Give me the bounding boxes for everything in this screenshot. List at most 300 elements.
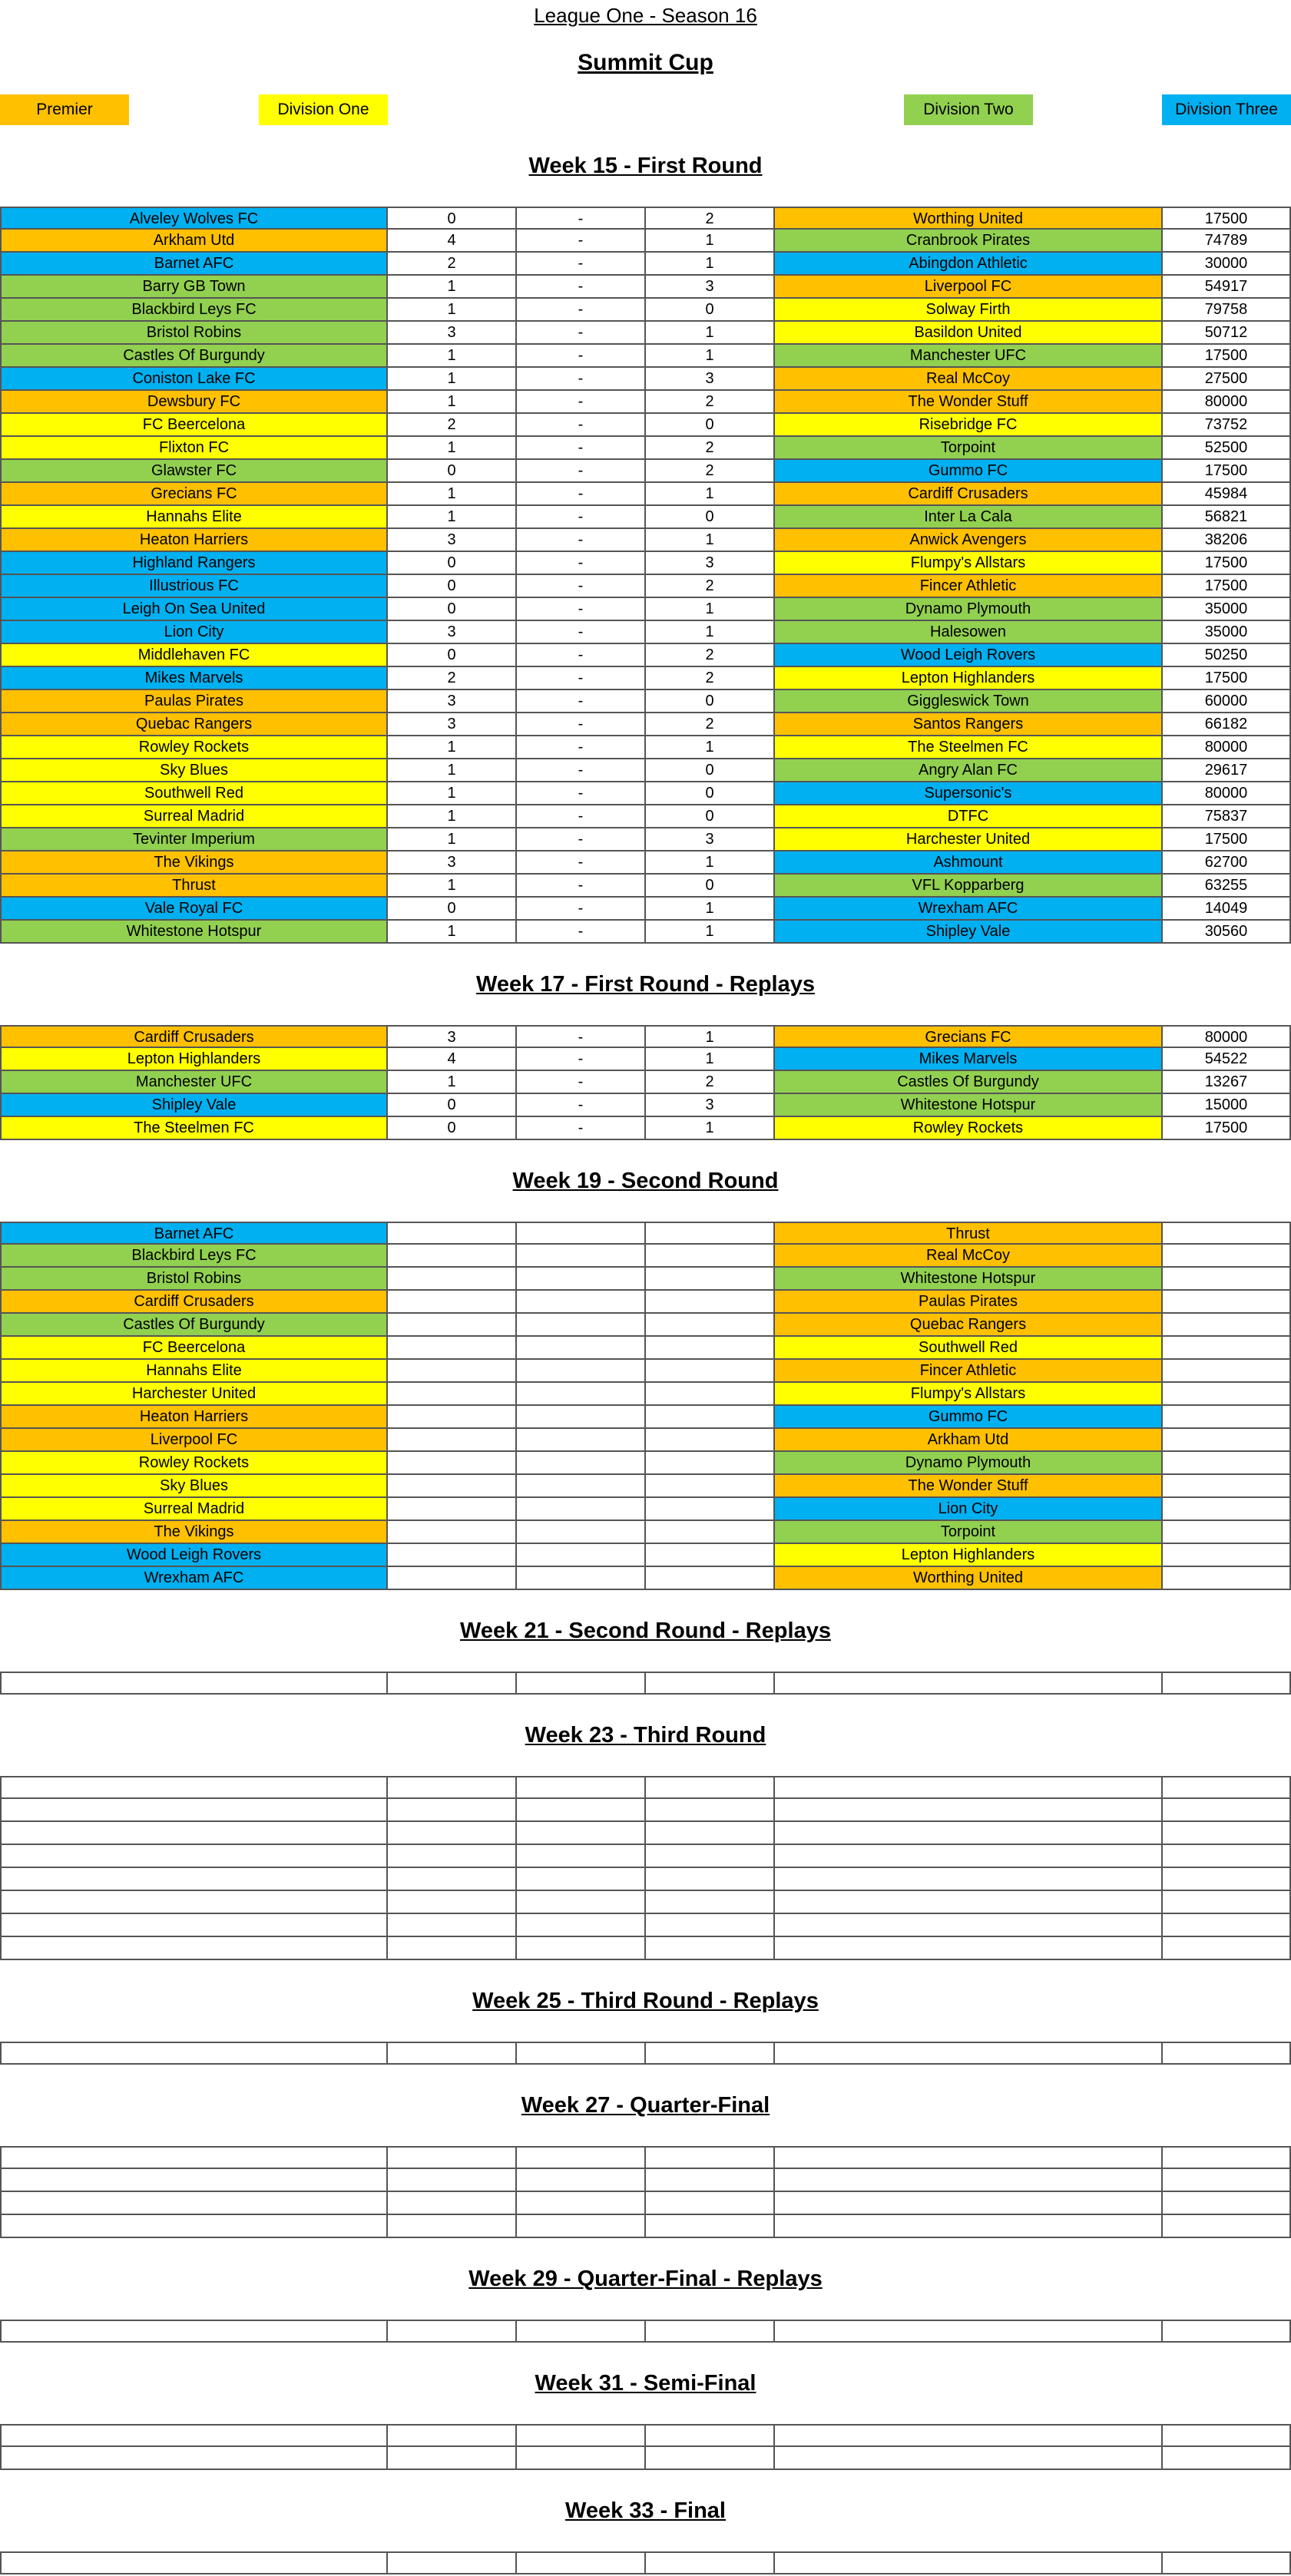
away-team-cell[interactable]: Thrust bbox=[775, 1222, 1163, 1245]
home-team-cell[interactable]: Sky Blues bbox=[0, 759, 388, 782]
attendance-cell[interactable]: 62700 bbox=[1163, 852, 1291, 875]
separator-cell[interactable] bbox=[517, 1337, 646, 1360]
home-team-cell[interactable]: Alveley Wolves FC bbox=[0, 207, 388, 230]
away-team-cell[interactable]: Torpoint bbox=[775, 1521, 1163, 1544]
away-score-cell[interactable]: 3 bbox=[646, 552, 775, 575]
empty-cell[interactable] bbox=[0, 1891, 388, 1914]
away-team-cell[interactable]: Wood Leigh Rovers bbox=[775, 644, 1163, 667]
attendance-cell[interactable]: 17500 bbox=[1163, 345, 1291, 368]
away-team-cell[interactable]: Real McCoy bbox=[775, 1245, 1163, 1268]
away-score-cell[interactable]: 1 bbox=[646, 230, 775, 253]
empty-cell[interactable] bbox=[388, 1914, 517, 1937]
empty-cell[interactable] bbox=[1163, 2551, 1291, 2574]
home-team-cell[interactable]: Hannahs Elite bbox=[0, 1360, 388, 1383]
separator-cell[interactable]: - bbox=[517, 644, 646, 667]
empty-cell[interactable] bbox=[775, 2551, 1163, 2574]
home-score-cell[interactable]: 1 bbox=[388, 782, 517, 805]
separator-cell[interactable]: - bbox=[517, 921, 646, 944]
home-score-cell[interactable]: 0 bbox=[388, 644, 517, 667]
empty-cell[interactable] bbox=[775, 2320, 1163, 2343]
attendance-cell[interactable]: 30560 bbox=[1163, 921, 1291, 944]
home-team-cell[interactable]: Cardiff Crusaders bbox=[0, 1025, 388, 1048]
away-score-cell[interactable]: 1 bbox=[646, 921, 775, 944]
empty-cell[interactable] bbox=[646, 1799, 775, 1822]
away-score-cell[interactable]: 1 bbox=[646, 621, 775, 644]
attendance-cell[interactable] bbox=[1163, 1337, 1291, 1360]
home-team-cell[interactable]: Sky Blues bbox=[0, 1475, 388, 1498]
home-team-cell[interactable]: Lepton Highlanders bbox=[0, 1048, 388, 1071]
empty-cell[interactable] bbox=[775, 1868, 1163, 1891]
away-score-cell[interactable]: 1 bbox=[646, 1117, 775, 1140]
away-team-cell[interactable]: Flumpy's Allstars bbox=[775, 1383, 1163, 1406]
away-score-cell[interactable]: 0 bbox=[646, 805, 775, 828]
attendance-cell[interactable] bbox=[1163, 1406, 1291, 1429]
home-score-cell[interactable]: 1 bbox=[388, 1071, 517, 1094]
empty-cell[interactable] bbox=[775, 1672, 1163, 1695]
empty-cell[interactable] bbox=[388, 1868, 517, 1891]
empty-cell[interactable] bbox=[0, 1776, 388, 1799]
empty-cell[interactable] bbox=[646, 2169, 775, 2192]
separator-cell[interactable]: - bbox=[517, 713, 646, 736]
empty-cell[interactable] bbox=[0, 1937, 388, 1960]
home-team-cell[interactable]: Castles Of Burgundy bbox=[0, 1314, 388, 1337]
away-score-cell[interactable] bbox=[646, 1406, 775, 1429]
attendance-cell[interactable]: 50250 bbox=[1163, 644, 1291, 667]
attendance-cell[interactable]: 17500 bbox=[1163, 460, 1291, 483]
away-team-cell[interactable]: Angry Alan FC bbox=[775, 759, 1163, 782]
empty-cell[interactable] bbox=[388, 2447, 517, 2470]
home-team-cell[interactable]: Middlehaven FC bbox=[0, 644, 388, 667]
empty-cell[interactable] bbox=[517, 1672, 646, 1695]
separator-cell[interactable]: - bbox=[517, 276, 646, 299]
away-score-cell[interactable] bbox=[646, 1521, 775, 1544]
home-team-cell[interactable]: Tevinter Imperium bbox=[0, 828, 388, 852]
separator-cell[interactable] bbox=[517, 1291, 646, 1314]
home-team-cell[interactable]: FC Beercelona bbox=[0, 1337, 388, 1360]
attendance-cell[interactable]: 60000 bbox=[1163, 690, 1291, 713]
home-score-cell[interactable] bbox=[388, 1222, 517, 1245]
home-score-cell[interactable]: 0 bbox=[388, 1094, 517, 1117]
attendance-cell[interactable]: 80000 bbox=[1163, 782, 1291, 805]
away-score-cell[interactable]: 1 bbox=[646, 322, 775, 345]
home-team-cell[interactable]: Southwell Red bbox=[0, 782, 388, 805]
separator-cell[interactable]: - bbox=[517, 345, 646, 368]
away-score-cell[interactable]: 1 bbox=[646, 1025, 775, 1048]
empty-cell[interactable] bbox=[646, 1914, 775, 1937]
separator-cell[interactable]: - bbox=[517, 575, 646, 598]
away-team-cell[interactable]: Flumpy's Allstars bbox=[775, 552, 1163, 575]
empty-cell[interactable] bbox=[775, 1799, 1163, 1822]
away-team-cell[interactable]: Whitestone Hotspur bbox=[775, 1094, 1163, 1117]
separator-cell[interactable]: - bbox=[517, 437, 646, 460]
home-score-cell[interactable]: 3 bbox=[388, 852, 517, 875]
empty-cell[interactable] bbox=[646, 2424, 775, 2447]
home-score-cell[interactable] bbox=[388, 1567, 517, 1590]
home-score-cell[interactable]: 4 bbox=[388, 1048, 517, 1071]
attendance-cell[interactable]: 66182 bbox=[1163, 713, 1291, 736]
empty-cell[interactable] bbox=[388, 1799, 517, 1822]
separator-cell[interactable]: - bbox=[517, 690, 646, 713]
empty-cell[interactable] bbox=[1163, 1868, 1291, 1891]
empty-cell[interactable] bbox=[1163, 1776, 1291, 1799]
away-team-cell[interactable]: Fincer Athletic bbox=[775, 1360, 1163, 1383]
home-score-cell[interactable]: 3 bbox=[388, 529, 517, 552]
empty-cell[interactable] bbox=[388, 1891, 517, 1914]
home-score-cell[interactable]: 1 bbox=[388, 368, 517, 391]
home-team-cell[interactable]: Whitestone Hotspur bbox=[0, 921, 388, 944]
away-score-cell[interactable] bbox=[646, 1337, 775, 1360]
home-team-cell[interactable]: Rowley Rockets bbox=[0, 736, 388, 759]
attendance-cell[interactable]: 13267 bbox=[1163, 1071, 1291, 1094]
empty-cell[interactable] bbox=[646, 1868, 775, 1891]
separator-cell[interactable] bbox=[517, 1498, 646, 1521]
empty-cell[interactable] bbox=[517, 1937, 646, 1960]
home-score-cell[interactable] bbox=[388, 1383, 517, 1406]
empty-cell[interactable] bbox=[388, 2215, 517, 2238]
separator-cell[interactable] bbox=[517, 1268, 646, 1291]
home-score-cell[interactable] bbox=[388, 1337, 517, 1360]
empty-cell[interactable] bbox=[517, 1845, 646, 1868]
away-team-cell[interactable]: Worthing United bbox=[775, 207, 1163, 230]
empty-cell[interactable] bbox=[388, 1937, 517, 1960]
empty-cell[interactable] bbox=[646, 2192, 775, 2215]
home-score-cell[interactable] bbox=[388, 1291, 517, 1314]
away-team-cell[interactable]: VFL Kopparberg bbox=[775, 875, 1163, 898]
attendance-cell[interactable]: 17500 bbox=[1163, 667, 1291, 690]
separator-cell[interactable] bbox=[517, 1406, 646, 1429]
empty-cell[interactable] bbox=[388, 2146, 517, 2169]
away-team-cell[interactable]: Lion City bbox=[775, 1498, 1163, 1521]
empty-cell[interactable] bbox=[388, 1845, 517, 1868]
away-team-cell[interactable]: Gummo FC bbox=[775, 460, 1163, 483]
empty-cell[interactable] bbox=[0, 2042, 388, 2065]
separator-cell[interactable]: - bbox=[517, 207, 646, 230]
attendance-cell[interactable] bbox=[1163, 1498, 1291, 1521]
attendance-cell[interactable] bbox=[1163, 1268, 1291, 1291]
separator-cell[interactable]: - bbox=[517, 391, 646, 414]
separator-cell[interactable]: - bbox=[517, 598, 646, 621]
away-score-cell[interactable] bbox=[646, 1475, 775, 1498]
away-score-cell[interactable]: 1 bbox=[646, 898, 775, 921]
home-team-cell[interactable]: Hannahs Elite bbox=[0, 506, 388, 529]
separator-cell[interactable]: - bbox=[517, 898, 646, 921]
empty-cell[interactable] bbox=[775, 1937, 1163, 1960]
attendance-cell[interactable] bbox=[1163, 1429, 1291, 1452]
away-score-cell[interactable]: 2 bbox=[646, 713, 775, 736]
home-score-cell[interactable]: 0 bbox=[388, 460, 517, 483]
home-score-cell[interactable]: 3 bbox=[388, 621, 517, 644]
away-score-cell[interactable]: 0 bbox=[646, 875, 775, 898]
away-team-cell[interactable]: Wrexham AFC bbox=[775, 898, 1163, 921]
home-team-cell[interactable]: Flixton FC bbox=[0, 437, 388, 460]
empty-cell[interactable] bbox=[775, 2447, 1163, 2470]
home-team-cell[interactable]: Blackbird Leys FC bbox=[0, 1245, 388, 1268]
away-team-cell[interactable]: Ashmount bbox=[775, 852, 1163, 875]
home-score-cell[interactable]: 1 bbox=[388, 805, 517, 828]
home-score-cell[interactable] bbox=[388, 1406, 517, 1429]
home-team-cell[interactable]: Grecians FC bbox=[0, 483, 388, 506]
empty-cell[interactable] bbox=[388, 1672, 517, 1695]
away-score-cell[interactable]: 1 bbox=[646, 483, 775, 506]
home-score-cell[interactable]: 1 bbox=[388, 828, 517, 852]
home-score-cell[interactable]: 2 bbox=[388, 253, 517, 276]
away-score-cell[interactable] bbox=[646, 1245, 775, 1268]
attendance-cell[interactable]: 50712 bbox=[1163, 322, 1291, 345]
separator-cell[interactable]: - bbox=[517, 1048, 646, 1071]
away-score-cell[interactable]: 0 bbox=[646, 690, 775, 713]
away-team-cell[interactable]: Cranbrook Pirates bbox=[775, 230, 1163, 253]
attendance-cell[interactable] bbox=[1163, 1521, 1291, 1544]
empty-cell[interactable] bbox=[0, 2146, 388, 2169]
away-score-cell[interactable] bbox=[646, 1360, 775, 1383]
away-team-cell[interactable]: Southwell Red bbox=[775, 1337, 1163, 1360]
attendance-cell[interactable]: 35000 bbox=[1163, 598, 1291, 621]
attendance-cell[interactable]: 45984 bbox=[1163, 483, 1291, 506]
away-score-cell[interactable]: 2 bbox=[646, 575, 775, 598]
separator-cell[interactable]: - bbox=[517, 828, 646, 852]
home-score-cell[interactable]: 0 bbox=[388, 552, 517, 575]
away-score-cell[interactable]: 2 bbox=[646, 667, 775, 690]
home-team-cell[interactable]: Shipley Vale bbox=[0, 1094, 388, 1117]
empty-cell[interactable] bbox=[517, 1776, 646, 1799]
empty-cell[interactable] bbox=[1163, 2146, 1291, 2169]
away-score-cell[interactable] bbox=[646, 1383, 775, 1406]
away-team-cell[interactable]: Dynamo Plymouth bbox=[775, 598, 1163, 621]
away-score-cell[interactable]: 1 bbox=[646, 1048, 775, 1071]
away-team-cell[interactable]: Supersonic's bbox=[775, 782, 1163, 805]
empty-cell[interactable] bbox=[517, 2320, 646, 2343]
attendance-cell[interactable]: 74789 bbox=[1163, 230, 1291, 253]
empty-cell[interactable] bbox=[646, 2146, 775, 2169]
away-score-cell[interactable] bbox=[646, 1567, 775, 1590]
empty-cell[interactable] bbox=[388, 2424, 517, 2447]
empty-cell[interactable] bbox=[775, 1914, 1163, 1937]
empty-cell[interactable] bbox=[775, 1891, 1163, 1914]
home-team-cell[interactable]: Leigh On Sea United bbox=[0, 598, 388, 621]
home-team-cell[interactable]: Bristol Robins bbox=[0, 322, 388, 345]
home-team-cell[interactable]: Barnet AFC bbox=[0, 1222, 388, 1245]
empty-cell[interactable] bbox=[517, 1914, 646, 1937]
home-team-cell[interactable]: Quebac Rangers bbox=[0, 713, 388, 736]
empty-cell[interactable] bbox=[0, 1868, 388, 1891]
separator-cell[interactable]: - bbox=[517, 483, 646, 506]
away-team-cell[interactable]: Lepton Highlanders bbox=[775, 667, 1163, 690]
home-score-cell[interactable] bbox=[388, 1314, 517, 1337]
empty-cell[interactable] bbox=[775, 2146, 1163, 2169]
separator-cell[interactable] bbox=[517, 1245, 646, 1268]
attendance-cell[interactable]: 15000 bbox=[1163, 1094, 1291, 1117]
home-team-cell[interactable]: Glawster FC bbox=[0, 460, 388, 483]
separator-cell[interactable]: - bbox=[517, 759, 646, 782]
home-team-cell[interactable]: Harchester United bbox=[0, 1383, 388, 1406]
home-score-cell[interactable]: 1 bbox=[388, 736, 517, 759]
empty-cell[interactable] bbox=[1163, 1799, 1291, 1822]
separator-cell[interactable] bbox=[517, 1360, 646, 1383]
empty-cell[interactable] bbox=[646, 1822, 775, 1845]
empty-cell[interactable] bbox=[388, 2042, 517, 2065]
home-score-cell[interactable]: 1 bbox=[388, 391, 517, 414]
attendance-cell[interactable]: 17500 bbox=[1163, 828, 1291, 852]
home-score-cell[interactable] bbox=[388, 1475, 517, 1498]
home-team-cell[interactable]: Blackbird Leys FC bbox=[0, 299, 388, 322]
home-score-cell[interactable]: 1 bbox=[388, 276, 517, 299]
away-team-cell[interactable]: Gummo FC bbox=[775, 1406, 1163, 1429]
away-team-cell[interactable]: Cardiff Crusaders bbox=[775, 483, 1163, 506]
attendance-cell[interactable] bbox=[1163, 1383, 1291, 1406]
away-score-cell[interactable]: 2 bbox=[646, 207, 775, 230]
away-score-cell[interactable]: 2 bbox=[646, 644, 775, 667]
home-score-cell[interactable] bbox=[388, 1268, 517, 1291]
attendance-cell[interactable] bbox=[1163, 1475, 1291, 1498]
away-score-cell[interactable] bbox=[646, 1291, 775, 1314]
away-team-cell[interactable]: Whitestone Hotspur bbox=[775, 1268, 1163, 1291]
attendance-cell[interactable]: 30000 bbox=[1163, 253, 1291, 276]
empty-cell[interactable] bbox=[775, 2169, 1163, 2192]
empty-cell[interactable] bbox=[517, 2447, 646, 2470]
away-team-cell[interactable]: The Wonder Stuff bbox=[775, 391, 1163, 414]
attendance-cell[interactable] bbox=[1163, 1245, 1291, 1268]
away-score-cell[interactable]: 1 bbox=[646, 736, 775, 759]
away-team-cell[interactable]: Inter La Cala bbox=[775, 506, 1163, 529]
away-team-cell[interactable]: Halesowen bbox=[775, 621, 1163, 644]
attendance-cell[interactable]: 73752 bbox=[1163, 414, 1291, 437]
attendance-cell[interactable]: 63255 bbox=[1163, 875, 1291, 898]
empty-cell[interactable] bbox=[1163, 1845, 1291, 1868]
away-team-cell[interactable]: Giggleswick Town bbox=[775, 690, 1163, 713]
empty-cell[interactable] bbox=[1163, 2215, 1291, 2238]
empty-cell[interactable] bbox=[775, 1845, 1163, 1868]
attendance-cell[interactable]: 38206 bbox=[1163, 529, 1291, 552]
away-team-cell[interactable]: Mikes Marvels bbox=[775, 1048, 1163, 1071]
separator-cell[interactable]: - bbox=[517, 322, 646, 345]
home-team-cell[interactable]: Surreal Madrid bbox=[0, 1498, 388, 1521]
attendance-cell[interactable]: 17500 bbox=[1163, 575, 1291, 598]
empty-cell[interactable] bbox=[775, 2042, 1163, 2065]
empty-cell[interactable] bbox=[388, 1776, 517, 1799]
home-score-cell[interactable]: 1 bbox=[388, 921, 517, 944]
separator-cell[interactable]: - bbox=[517, 1071, 646, 1094]
empty-cell[interactable] bbox=[388, 2169, 517, 2192]
separator-cell[interactable] bbox=[517, 1567, 646, 1590]
away-team-cell[interactable]: Solway Firth bbox=[775, 299, 1163, 322]
away-team-cell[interactable]: Rowley Rockets bbox=[775, 1117, 1163, 1140]
away-score-cell[interactable]: 2 bbox=[646, 460, 775, 483]
home-score-cell[interactable]: 3 bbox=[388, 690, 517, 713]
away-score-cell[interactable]: 1 bbox=[646, 345, 775, 368]
empty-cell[interactable] bbox=[775, 1776, 1163, 1799]
away-score-cell[interactable]: 3 bbox=[646, 1094, 775, 1117]
empty-cell[interactable] bbox=[1163, 1914, 1291, 1937]
empty-cell[interactable] bbox=[0, 1672, 388, 1695]
attendance-cell[interactable]: 80000 bbox=[1163, 736, 1291, 759]
empty-cell[interactable] bbox=[1163, 2169, 1291, 2192]
empty-cell[interactable] bbox=[1163, 2192, 1291, 2215]
home-team-cell[interactable]: Heaton Harriers bbox=[0, 1406, 388, 1429]
empty-cell[interactable] bbox=[517, 1799, 646, 1822]
home-team-cell[interactable]: The Vikings bbox=[0, 852, 388, 875]
separator-cell[interactable]: - bbox=[517, 460, 646, 483]
home-score-cell[interactable]: 2 bbox=[388, 667, 517, 690]
home-score-cell[interactable] bbox=[388, 1245, 517, 1268]
away-team-cell[interactable]: The Steelmen FC bbox=[775, 736, 1163, 759]
home-team-cell[interactable]: Highland Rangers bbox=[0, 552, 388, 575]
home-team-cell[interactable]: FC Beercelona bbox=[0, 414, 388, 437]
empty-cell[interactable] bbox=[388, 2551, 517, 2574]
separator-cell[interactable]: - bbox=[517, 506, 646, 529]
empty-cell[interactable] bbox=[517, 2042, 646, 2065]
empty-cell[interactable] bbox=[1163, 2320, 1291, 2343]
home-score-cell[interactable]: 0 bbox=[388, 207, 517, 230]
empty-cell[interactable] bbox=[0, 2215, 388, 2238]
home-team-cell[interactable]: Barry GB Town bbox=[0, 276, 388, 299]
separator-cell[interactable]: - bbox=[517, 621, 646, 644]
away-team-cell[interactable]: Harchester United bbox=[775, 828, 1163, 852]
empty-cell[interactable] bbox=[646, 1672, 775, 1695]
empty-cell[interactable] bbox=[775, 2192, 1163, 2215]
empty-cell[interactable] bbox=[775, 1822, 1163, 1845]
attendance-cell[interactable] bbox=[1163, 1567, 1291, 1590]
attendance-cell[interactable] bbox=[1163, 1544, 1291, 1567]
away-team-cell[interactable]: Grecians FC bbox=[775, 1025, 1163, 1048]
home-team-cell[interactable]: Surreal Madrid bbox=[0, 805, 388, 828]
away-team-cell[interactable]: Real McCoy bbox=[775, 368, 1163, 391]
away-score-cell[interactable]: 1 bbox=[646, 852, 775, 875]
empty-cell[interactable] bbox=[517, 2215, 646, 2238]
home-team-cell[interactable]: Liverpool FC bbox=[0, 1429, 388, 1452]
home-team-cell[interactable]: Cardiff Crusaders bbox=[0, 1291, 388, 1314]
away-team-cell[interactable]: Torpoint bbox=[775, 437, 1163, 460]
attendance-cell[interactable]: 27500 bbox=[1163, 368, 1291, 391]
home-score-cell[interactable] bbox=[388, 1360, 517, 1383]
attendance-cell[interactable] bbox=[1163, 1360, 1291, 1383]
away-team-cell[interactable]: Worthing United bbox=[775, 1567, 1163, 1590]
attendance-cell[interactable]: 17500 bbox=[1163, 552, 1291, 575]
home-team-cell[interactable]: Rowley Rockets bbox=[0, 1452, 388, 1475]
away-score-cell[interactable] bbox=[646, 1498, 775, 1521]
empty-cell[interactable] bbox=[646, 1891, 775, 1914]
home-team-cell[interactable]: Coniston Lake FC bbox=[0, 368, 388, 391]
empty-cell[interactable] bbox=[0, 2169, 388, 2192]
attendance-cell[interactable]: 56821 bbox=[1163, 506, 1291, 529]
away-team-cell[interactable]: Arkham Utd bbox=[775, 1429, 1163, 1452]
empty-cell[interactable] bbox=[388, 2192, 517, 2215]
attendance-cell[interactable] bbox=[1163, 1452, 1291, 1475]
away-score-cell[interactable]: 1 bbox=[646, 253, 775, 276]
away-score-cell[interactable] bbox=[646, 1268, 775, 1291]
home-score-cell[interactable]: 2 bbox=[388, 414, 517, 437]
empty-cell[interactable] bbox=[646, 1937, 775, 1960]
home-team-cell[interactable]: Castles Of Burgundy bbox=[0, 345, 388, 368]
attendance-cell[interactable]: 75837 bbox=[1163, 805, 1291, 828]
away-score-cell[interactable] bbox=[646, 1544, 775, 1567]
attendance-cell[interactable]: 52500 bbox=[1163, 437, 1291, 460]
separator-cell[interactable] bbox=[517, 1544, 646, 1567]
away-score-cell[interactable]: 2 bbox=[646, 1071, 775, 1094]
home-score-cell[interactable] bbox=[388, 1429, 517, 1452]
separator-cell[interactable]: - bbox=[517, 529, 646, 552]
home-score-cell[interactable]: 1 bbox=[388, 437, 517, 460]
empty-cell[interactable] bbox=[517, 1891, 646, 1914]
empty-cell[interactable] bbox=[1163, 1937, 1291, 1960]
home-score-cell[interactable] bbox=[388, 1521, 517, 1544]
separator-cell[interactable] bbox=[517, 1222, 646, 1245]
separator-cell[interactable] bbox=[517, 1521, 646, 1544]
away-team-cell[interactable]: Lepton Highlanders bbox=[775, 1544, 1163, 1567]
attendance-cell[interactable]: 80000 bbox=[1163, 1025, 1291, 1048]
away-score-cell[interactable]: 1 bbox=[646, 529, 775, 552]
attendance-cell[interactable] bbox=[1163, 1314, 1291, 1337]
home-score-cell[interactable] bbox=[388, 1498, 517, 1521]
